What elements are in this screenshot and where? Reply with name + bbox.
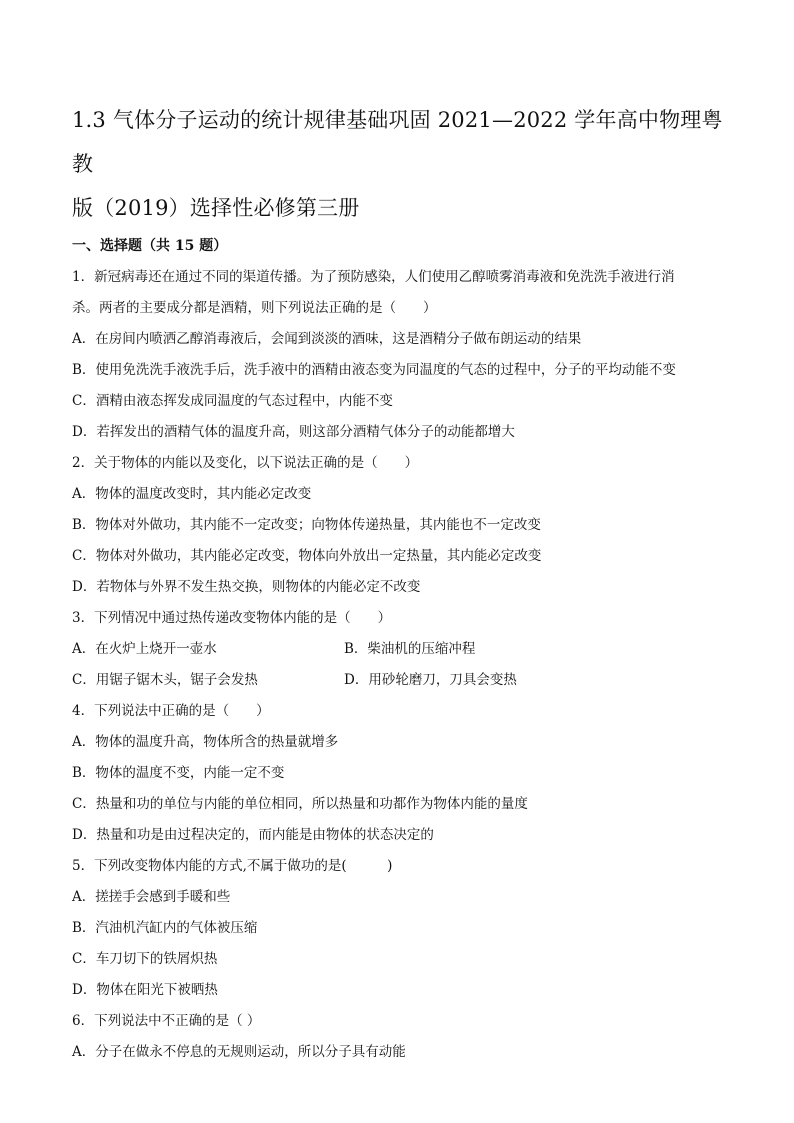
question-stem: 1．新冠病毒还在通过不同的渠道传播。为了预防感染，人们使用乙醇喷雾消毒液和免洗洗手液进行消 bbox=[72, 269, 675, 285]
option-a: A．分子在做永不停息的无规则运动，所以分子具有动能 bbox=[72, 1044, 406, 1060]
option-a: A．在房间内喷洒乙醇消毒液后，会闻到淡淡的酒味，这是酒精分子做布朗运动的结果 bbox=[72, 331, 582, 347]
question-4 bbox=[72, 696, 724, 851]
option-b: B．使用免洗洗手液洗手后，洗手液中的酒精由液态变为同温度的气态的过程中，分子的平均动能不变 bbox=[72, 362, 676, 378]
title-line-1: 1.3 气体分子运动的统计规律基础巩固 2021—2022 学年高中物理粤教 bbox=[72, 108, 723, 176]
title-line-2: 版（2019）选择性必修第三册 bbox=[72, 196, 360, 220]
option-d: D．若挥发出的酒精气体的温度升高，则这部分酒精气体分子的动能都增大 bbox=[72, 424, 515, 440]
option-c: C．热量和功的单位与内能的单位相同，所以热量和功都作为物体内能的量度 bbox=[72, 796, 528, 812]
option-a: A．搓搓手会感到手暖和些 bbox=[72, 889, 231, 905]
document-page bbox=[72, 98, 724, 1068]
question-3 bbox=[72, 603, 724, 696]
option-b: B．柴油机的压缩冲程 bbox=[344, 641, 476, 657]
question-stem: 5．下列改变物体内能的方式,不属于做功的是( ) bbox=[72, 858, 393, 874]
option-b: B．物体对外做功，其内能不一定改变；向物体传递热量，其内能也不一定改变 bbox=[72, 517, 541, 533]
option-d: D．热量和功是由过程决定的，而内能是由物体的状态决定的 bbox=[72, 827, 434, 843]
option-b: B．物体的温度不变，内能一定不变 bbox=[72, 765, 285, 781]
question-stem: 6．下列说法中不正确的是（ ） bbox=[72, 1013, 261, 1029]
option-a: A．在火炉上烧开一壶水 bbox=[72, 641, 217, 657]
question-1 bbox=[72, 262, 724, 448]
question-stem: 2．关于物体的内能以及变化，以下说法正确的是（ ） bbox=[72, 455, 419, 471]
option-c: C．车刀切下的铁屑炽热 bbox=[72, 951, 218, 967]
section-heading: 一、选择题（共 15 题） bbox=[72, 238, 228, 254]
option-c: C．酒精由液态挥发成同温度的气态过程中，内能不变 bbox=[72, 393, 393, 409]
option-c: C．物体对外做功，其内能必定改变，物体向外放出一定热量，其内能必定改变 bbox=[72, 548, 542, 564]
option-d: D．物体在阳光下被晒热 bbox=[72, 982, 218, 998]
question-stem: 3．下列情况中通过热传递改变物体内能的是（ ） bbox=[72, 610, 392, 626]
option-a: A．物体的温度升高，物体所含的热量就增多 bbox=[72, 734, 339, 750]
question-6 bbox=[72, 1006, 724, 1068]
question-5 bbox=[72, 851, 724, 1006]
option-row bbox=[72, 634, 724, 665]
question-2 bbox=[72, 448, 724, 603]
document-title bbox=[72, 98, 724, 230]
option-c: C．用锯子锯木头，锯子会发热 bbox=[72, 672, 258, 688]
option-a: A．物体的温度改变时，其内能必定改变 bbox=[72, 486, 312, 502]
option-row bbox=[72, 665, 724, 696]
option-d: D．用砂轮磨刀，刀具会变热 bbox=[344, 672, 517, 688]
question-stem-continued: 杀。两者的主要成分都是酒精，则下列说法正确的是（ ） bbox=[72, 300, 437, 316]
option-d: D．若物体与外界不发生热交换，则物体的内能必定不改变 bbox=[72, 579, 421, 595]
option-b: B．汽油机汽缸内的气体被压缩 bbox=[72, 920, 258, 936]
question-stem: 4．下列说法中正确的是（ ） bbox=[72, 703, 270, 719]
